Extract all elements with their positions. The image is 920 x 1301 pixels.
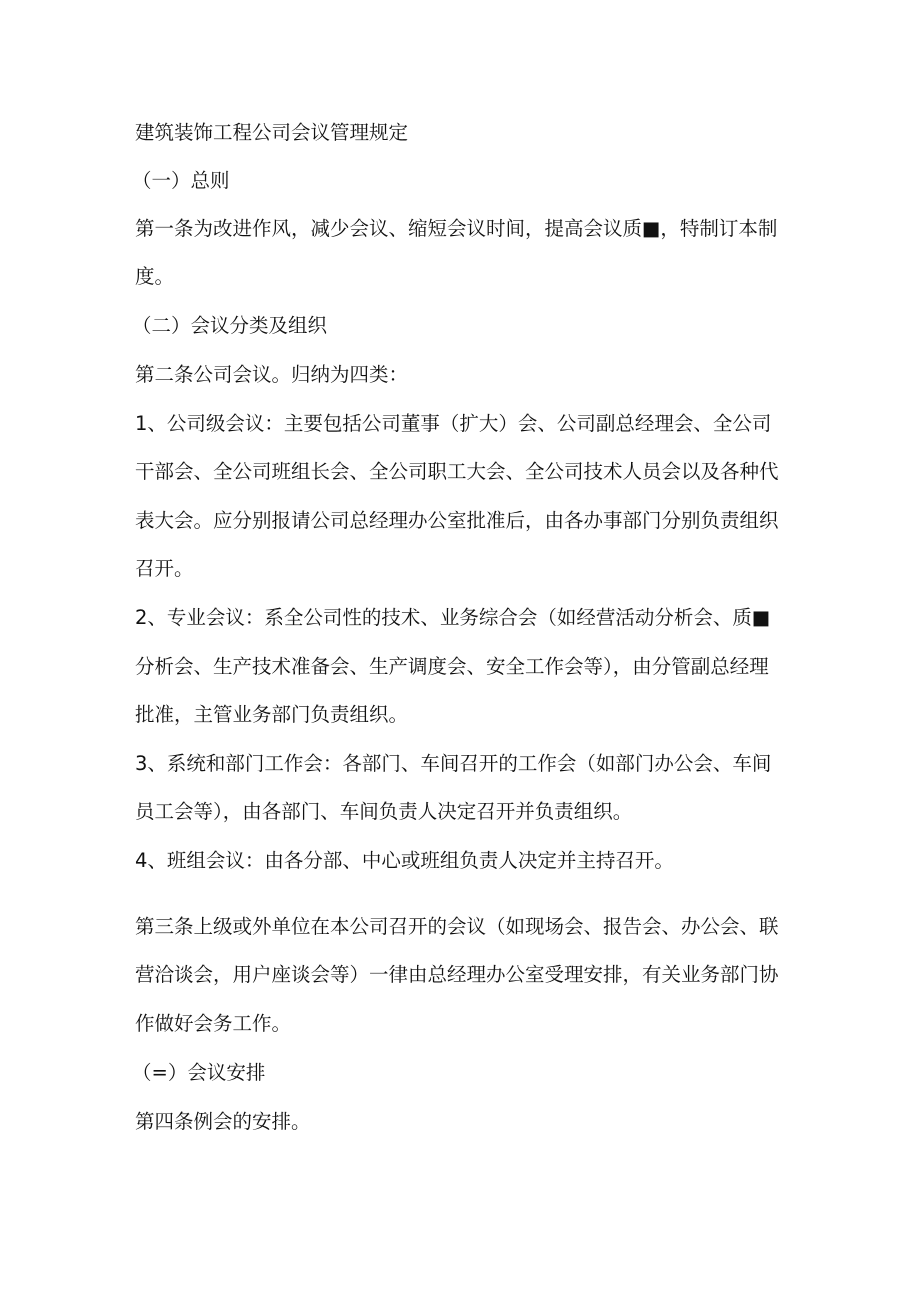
item-1-line-3: 表大会。应分别报请公司总经理办公室批准后，由各办事部门分别负责组织: [135, 509, 779, 532]
item-4-line-1: 4、班组会议：由各分部、中心或班组负责人决定并主持召开。: [135, 849, 674, 872]
article-4-intro: 第四条例会的安排。: [135, 1110, 311, 1133]
item-2-line-2: 分析会、生产技术准备会、生产调度会、安全工作会等），由分管副总经理: [135, 655, 769, 678]
article-3-line-2: 营洽谈会，用户座谈会等）一律由总经理办公室受理安排，有关业务部门协: [135, 963, 779, 986]
article-1-line-1: 第一条为改进作风，减少会议、缩短会议时间，提高会议质■，特制订本制: [135, 217, 778, 240]
section-heading-arrangement: （=）会议安排: [132, 1061, 266, 1084]
article-1-line-2: 度。: [135, 265, 175, 288]
item-1-line-4: 召开。: [135, 557, 194, 580]
item-2-line-3: 批准，主管业务部门负责组织。: [135, 703, 409, 726]
item-1-line-1: 1、公司级会议：主要包括公司董事（扩大）会、公司副总经理会、全公司: [135, 412, 772, 435]
article-2-intro: 第二条公司会议。归纳为四类：: [135, 363, 409, 386]
document-title: 建筑装饰工程公司会议管理规定: [135, 121, 409, 144]
item-1-line-2: 干部会、全公司班组长会、全公司职工大会、全公司技术人员会以及各种代: [135, 460, 779, 483]
item-3-line-2: 员工会等），由各部门、车间负责人决定召开并负责组织。: [135, 800, 633, 823]
article-3-line-1: 第三条上级或外单位在本公司召开的会议（如现场会、报告会、办公会、联: [135, 915, 779, 938]
article-3-line-3: 作做好会务工作。: [135, 1012, 292, 1035]
section-heading-classification: （二）会议分类及组织: [132, 314, 328, 337]
item-2-line-1: 2、专业会议：系全公司性的技术、业务综合会（如经营活动分析会、质■: [135, 606, 771, 629]
section-heading-general: （一）总则: [132, 169, 230, 192]
item-3-line-1: 3、系统和部门工作会：各部门、车间召开的工作会（如部门办公会、车间: [135, 752, 772, 775]
